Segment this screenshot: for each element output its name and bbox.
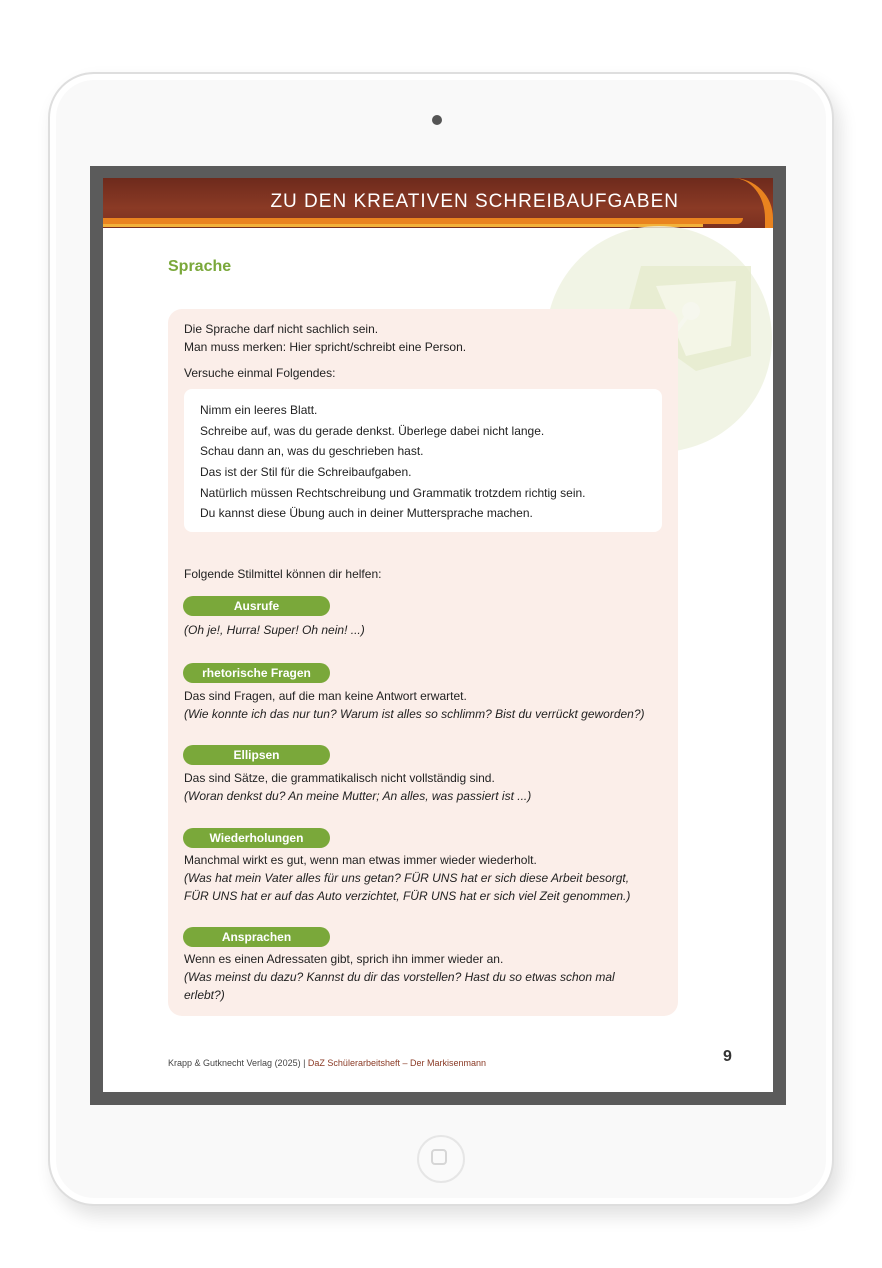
fragen-text: Das sind Fragen, auf die man keine Antwort erwartet. <box>184 689 467 703</box>
footer-publisher: Krapp & Gutknecht Verlag (2025) | <box>168 1058 308 1068</box>
step-5: Natürlich müssen Rechtschreibung und Grammatik trotzdem richtig sein. <box>200 486 586 500</box>
ansprachen-example-1: (Was meinst du dazu? Kannst du dir das vorstellen? Hast du so etwas schon mal <box>184 970 615 984</box>
label-wiederholungen: Wiederholungen <box>183 828 330 848</box>
camera-icon <box>432 115 442 125</box>
ellipsen-example: (Woran denkst du? An meine Mutter; An alles, was passiert ist ...) <box>184 789 532 803</box>
page-number: 9 <box>723 1048 732 1065</box>
footer-book-title: DaZ Schülerarbeitsheft – Der Markisenmann <box>307 1058 486 1068</box>
ausrufe-example: (Oh je!, Hurra! Super! Oh nein! ...) <box>184 623 365 637</box>
step-3: Schau dann an, was du geschrieben hast. <box>200 444 424 458</box>
label-rhetorische-fragen: rhetorische Fragen <box>183 663 330 683</box>
label-ansprachen: Ansprachen <box>183 927 330 947</box>
label-ausrufe: Ausrufe <box>183 596 330 616</box>
step-1: Nimm ein leeres Blatt. <box>200 403 318 417</box>
home-square-icon <box>431 1149 447 1165</box>
instruction-card <box>184 389 662 532</box>
wiederholungen-example-1: (Was hat mein Vater alles für uns getan? FÜR UNS hat er sich diese Arbeit besorgt, <box>184 871 630 885</box>
ellipsen-text: Das sind Sätze, die grammatikalisch nicht vollständig sind. <box>184 771 495 785</box>
footer-credit <box>168 1058 486 1068</box>
document-page <box>103 178 773 1092</box>
intro-line-1: Die Sprache darf nicht sachlich sein. <box>184 322 379 336</box>
label-ellipsen: Ellipsen <box>183 745 330 765</box>
banner-title: ZU DEN KREATIVEN SCHREIBAUFGABEN <box>270 191 679 212</box>
fragen-example: (Wie konnte ich das nur tun? Warum ist alles so schlimm? Bist du verrückt geworden?) <box>184 707 645 721</box>
section-title: Sprache <box>168 258 232 275</box>
home-button[interactable] <box>417 1135 465 1183</box>
ansprachen-text: Wenn es einen Adressaten gibt, sprich ihn immer wieder an. <box>184 952 504 966</box>
step-4: Das ist der Stil für die Schreibaufgaben. <box>200 465 412 479</box>
header-banner <box>103 178 773 228</box>
stilmittel-intro: Folgende Stilmittel können dir helfen: <box>184 567 382 581</box>
step-6: Du kannst diese Übung auch in deiner Muttersprache machen. <box>200 506 533 520</box>
wiederholungen-example-2: FÜR UNS hat er auf das Auto verzichtet, FÜR UNS hat er sich viel Zeit genommen.) <box>184 889 631 903</box>
intro-line-3: Versuche einmal Folgendes: <box>184 366 336 380</box>
step-2: Schreibe auf, was du gerade denkst. Überlege dabei nicht lange. <box>200 424 545 438</box>
wiederholungen-text: Manchmal wirkt es gut, wenn man etwas immer wieder wiederholt. <box>184 853 537 867</box>
intro-line-2: Man muss merken: Hier spricht/schreibt eine Person. <box>184 340 467 354</box>
banner-curve <box>721 178 773 228</box>
ansprachen-example-2: erlebt?) <box>184 988 225 1002</box>
